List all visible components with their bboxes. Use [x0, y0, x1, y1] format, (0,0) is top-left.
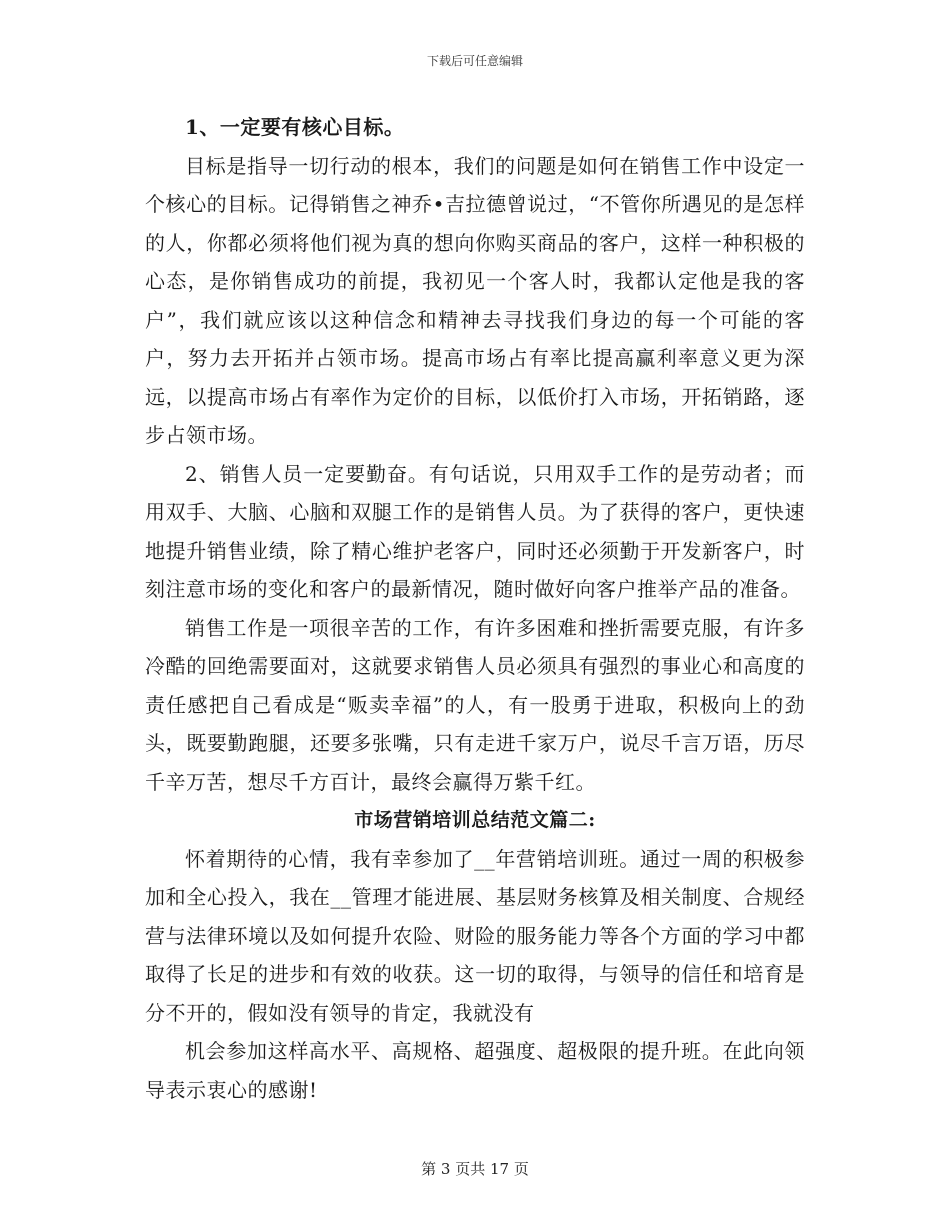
- section-title: 市场营销培训总结范文篇二:: [354, 809, 596, 831]
- page-header: 下载后可任意编辑: [426, 54, 523, 68]
- paragraph-4: 怀着期待的心情，我有幸参加了__年营销培训班。通过一周的积极参加和全心投入，我在__管理才能进展、基层财务核算及相关制度、合规经营与法律环境以及如何提升农险、财险的服务能力等各个方面的学习中都取得了长足的进步和有效的收获。这一切的取得，与领导的信任和培育是分不开的，假如没有领导的肯定，我就没有: [145, 846, 805, 1025]
- paragraph-3: 销售工作是一项很辛苦的工作，有许多困难和挫折需要克服，有许多冷酷的回绝需要面对，这就要求销售人员必须具有强烈的事业心和高度的责任感把自己看成是“贩卖幸福”的人，有一股勇于进取，积极向上的劲头，既要勤跑腿，还要多张嘴，只有走进千家万户，说尽千言万语，历尽千辛万苦，想尽千方百计，最终会赢得万紫千红。: [145, 615, 805, 794]
- paragraph-5: 机会参加这样高水平、高规格、超强度、超极限的提升班。在此向领导表示衷心的感谢!: [145, 1039, 805, 1102]
- paragraph-2: 2、销售人员一定要勤奋。有句话说，只用双手工作的是劳动者；而用双手、大脑、心脑和双腿工作的是销售人员。为了获得的客户，更快速地提升销售业绩，除了精心维护老客户，同时还必须勤于开发新客户，时刻注意市场的变化和客户的最新情况，随时做好向客户推举产品的准备。: [145, 461, 805, 601]
- paragraph-1: 目标是指导一切行动的根本，我们的问题是如何在销售工作中设定一个核心的目标。记得销售之神乔•吉拉德曾说过，“不管你所遇见的是怎样的人，你都必须将他们视为真的想向你购买商品的客户，这样一种积极的心态，是你销售成功的前提，我初见一个客人时，我都认定他是我的客户”，我们就应该以这种信念和精神去寻找我们身边的每一个可能的客户，努力去开拓并占领市场。提高市场占有率比提高赢利率意义更为深远，以提高市场占有率作为定价的目标，以低价打入市场，开拓销路，逐步占领市场。: [145, 153, 805, 447]
- document-body: [145, 108, 805, 1109]
- section-heading-1: 1、一定要有核心目标。: [185, 115, 405, 139]
- page-number: 第 3 页共 17 页: [421, 1160, 529, 1178]
